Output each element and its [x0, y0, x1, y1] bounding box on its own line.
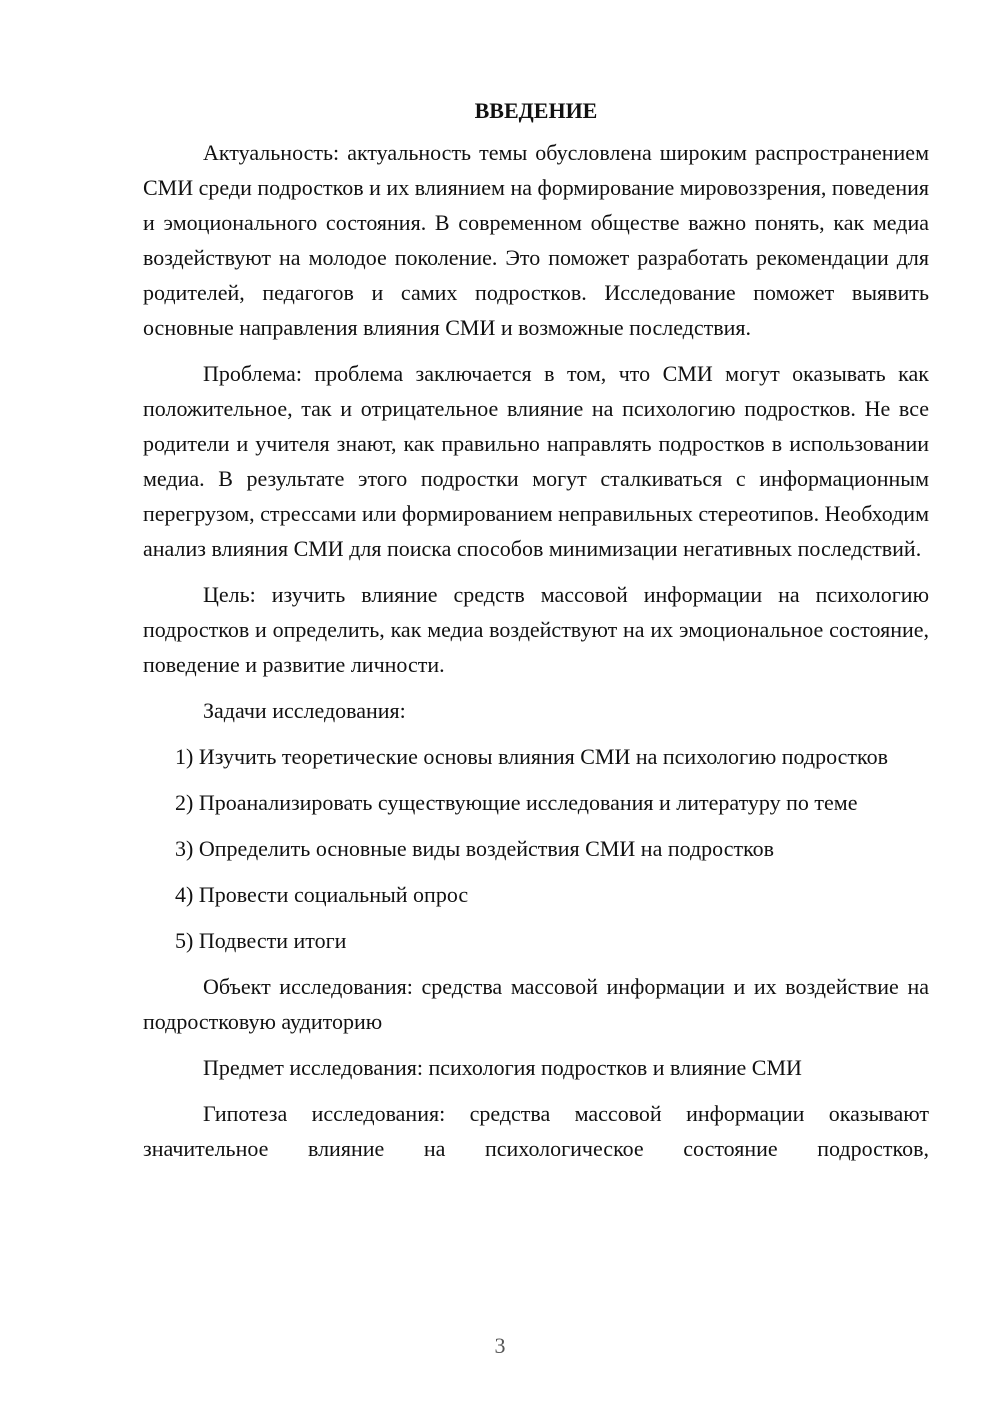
- page-number: 3: [494, 1333, 506, 1358]
- tasks-title: Задачи исследования:: [203, 698, 406, 723]
- paragraph-object: Объект исследования: средства массовой информации и их воздействие на подростковую аудиторию: [143, 974, 929, 1034]
- paragraph-relevance: Актуальность: актуальность темы обусловлена широким распространением СМИ среди подростков и их влиянием на формирование мировоззрения, поведения и эмоционального состояния. В современном обществе важно понять, как медиа воздействуют на молодое поколение. Это поможет разработать рекомендации для родителей, педагогов и самих подростков. Исследование поможет выявить основные направления влияния СМИ и возможные последствия.: [143, 140, 929, 340]
- task-item-3: 3) Определить основные виды воздействия СМИ на подростков: [175, 836, 775, 861]
- task-item-5: 5) Подвести итоги: [175, 928, 347, 953]
- page-heading: ВВЕДЕНИЕ: [474, 98, 598, 123]
- paragraph-hypothesis: Гипотеза исследования: средства массовой информации оказывают значительное влияние на психологическое состояние подростков,: [143, 1101, 929, 1161]
- paragraph-subject: Предмет исследования: психология подростков и влияние СМИ: [203, 1055, 802, 1080]
- task-item-4: 4) Провести социальный опрос: [175, 882, 469, 907]
- page-content: [143, 96, 929, 1166]
- task-item-2: 2) Проанализировать существующие исследования и литературу по теме: [175, 790, 858, 815]
- paragraph-problem: Проблема: проблема заключается в том, что СМИ могут оказывать как положительное, так и отрицательное влияние на психологию подростков. Не все родители и учителя знают, как правильно направлять подростков в использовании медиа. В результате этого подростки могут сталкиваться с информационным перегрузом, стрессами или формированием неправильных стереотипов. Необходим анализ влияния СМИ для поиска способов минимизации негативных последствий.: [143, 361, 929, 561]
- paragraph-goal: Цель: изучить влияние средств массовой информации на психологию подростков и определить, как медиа воздействуют на их эмоциональное состояние, поведение и развитие личности.: [143, 582, 929, 677]
- task-item-1: 1) Изучить теоретические основы влияния СМИ на психологию подростков: [175, 744, 888, 769]
